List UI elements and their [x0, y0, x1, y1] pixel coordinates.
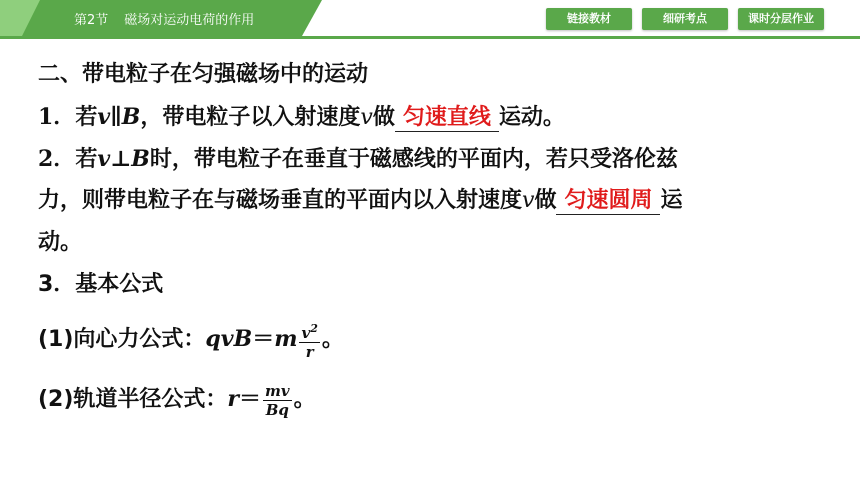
answer-blank-1: 匀速直线 — [395, 105, 499, 132]
item-2-do: 做 — [534, 188, 557, 213]
formula-2-lhs: r — [227, 386, 240, 412]
formula-1-end: 。 — [321, 327, 344, 352]
formula-1-numerator — [299, 320, 319, 343]
section-title: 磁场对运动电荷的作用 — [124, 13, 255, 28]
section-heading: 二、带电粒子在匀强磁场中的运动 — [38, 62, 369, 87]
header-rule — [0, 36, 860, 39]
nav-button-homework[interactable]: 课时分层作业 — [738, 8, 824, 30]
item-1-velocity: v — [360, 105, 373, 130]
formula-1-denominator: r — [305, 342, 314, 361]
item-3-heading: 3．基本公式 — [38, 272, 164, 297]
item-1-b: B — [121, 104, 141, 130]
formula-1-num-v: v — [301, 323, 311, 342]
formula-1 — [38, 318, 344, 361]
item-1-v: v — [97, 104, 111, 130]
formula-2-end: 。 — [293, 387, 316, 412]
item-2-line-2-post: 运 — [660, 188, 683, 213]
item-1-do: 做 — [372, 105, 395, 130]
item-2-line-1 — [38, 144, 678, 175]
item-2-rest: 时，带电粒子在垂直于磁感线的平面内，若只受洛伦兹 — [149, 147, 678, 172]
formula-2-equals: ＝ — [239, 387, 262, 412]
formula-2-fraction — [263, 382, 292, 419]
item-1-post: 运动。 — [498, 105, 565, 130]
formula-1-fraction — [299, 320, 319, 361]
item-2-v: v — [97, 146, 111, 172]
nav-button-textbook[interactable]: 链接教材 — [546, 8, 632, 30]
item-2-number: 2． — [38, 146, 76, 172]
nav-button-key-points[interactable]: 细研考点 — [642, 8, 728, 30]
formula-1-lhs: qvB — [205, 326, 253, 352]
item-2-relation: ⊥ — [110, 146, 132, 172]
formula-1-equals: ＝ — [252, 327, 275, 352]
item-2-line-3: 动。 — [38, 230, 83, 255]
formula-2-numerator: mv — [265, 381, 290, 400]
item-1-mid: ，带电粒子以入射速度 — [140, 105, 361, 130]
item-2-line-2 — [38, 186, 682, 216]
header-title — [74, 9, 270, 28]
item-1-relation: ∥ — [110, 104, 122, 130]
formula-2 — [38, 378, 316, 421]
formula-2-denominator: Bq — [265, 400, 289, 419]
item-1 — [38, 102, 565, 133]
formula-1-m: m — [274, 326, 298, 352]
item-1-number: 1． — [38, 104, 76, 130]
item-1-pre: 若 — [75, 105, 98, 130]
formula-2-label: (2)轨道半径公式： — [38, 387, 228, 412]
item-2-line-2-pre: 力，则带电粒子在与磁场垂直的平面内以入射速度 — [38, 188, 523, 213]
item-2-b: B — [131, 146, 150, 172]
formula-1-num-sup: 2 — [310, 321, 318, 335]
item-2-velocity: v — [522, 188, 535, 213]
answer-blank-2: 匀速圆周 — [556, 188, 660, 215]
section-number: 第2节 — [74, 13, 109, 28]
formula-1-label: (1)向心力公式： — [38, 327, 206, 352]
item-2-pre: 若 — [75, 147, 98, 172]
